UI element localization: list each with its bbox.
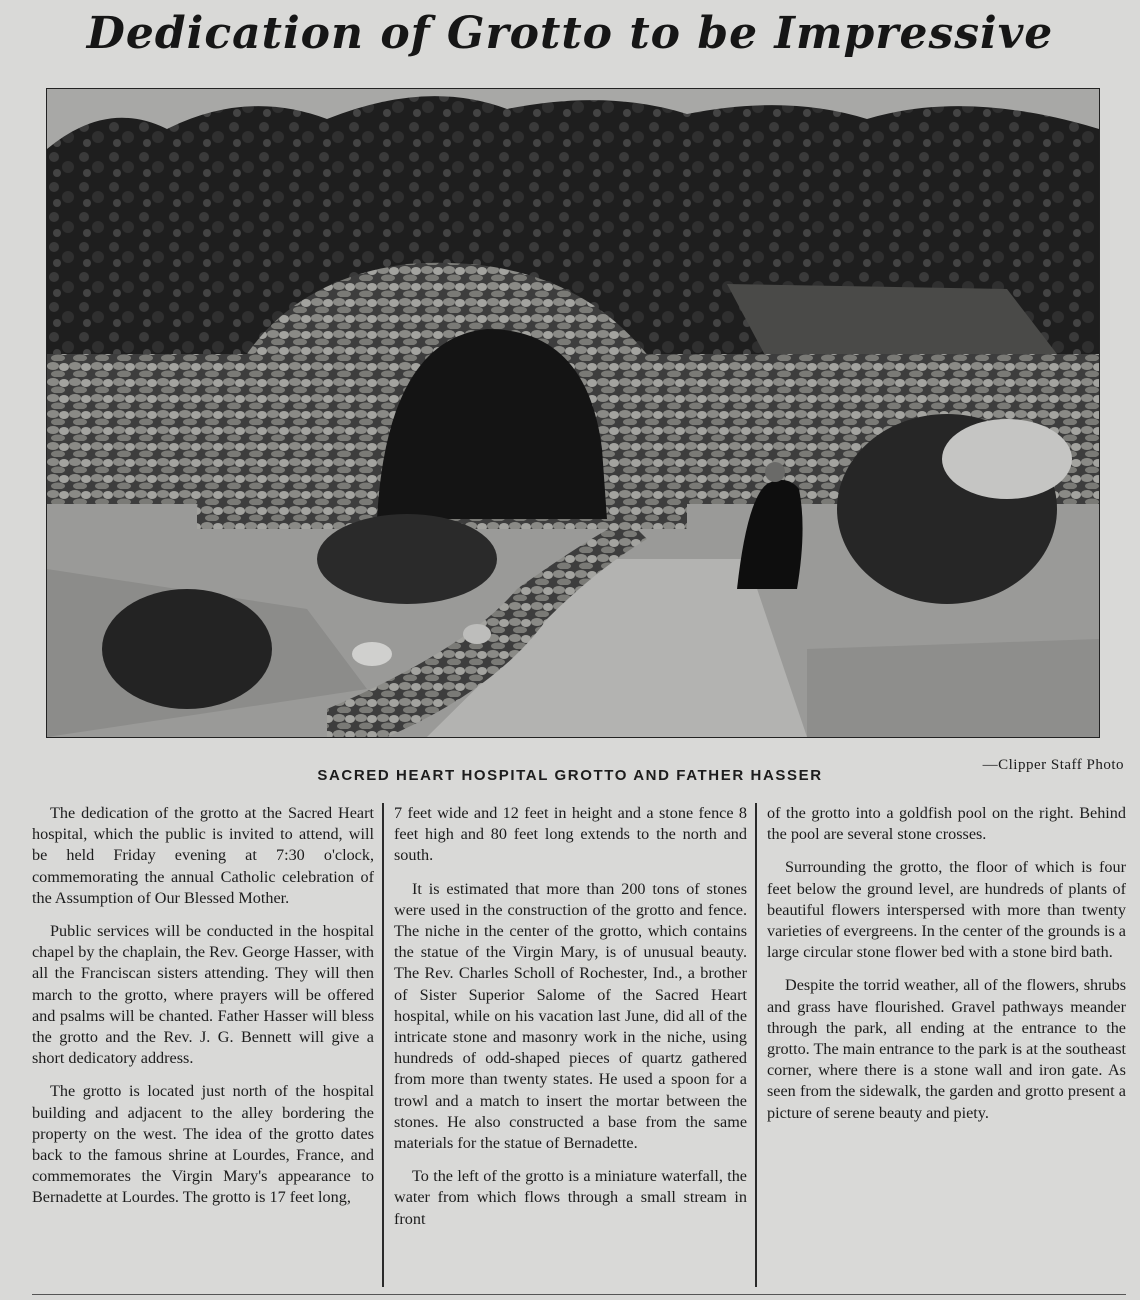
divider <box>32 1294 1126 1295</box>
paragraph: The grotto is located just north of the hospital building and adjacent to the alley bordering the property on the west. The idea of the grotto dates back to the famous shrine at Lourdes, France, and commemorates the Virgin Mary's appearance to Bernadette at Lourdes. The grotto is 17 feet long, <box>32 1082 374 1207</box>
article-column-1 <box>32 803 382 1287</box>
paragraph: To the left of the grotto is a miniature waterfall, the water from which flows through a small stream in front <box>394 1167 747 1228</box>
paragraph: of the grotto into a goldfish pool on the right. Behind the pool are several stone crosses. <box>767 804 1126 844</box>
paragraph: The dedication of the grotto at the Sacred Heart hospital, which the public is invited to attend, will be held Friday evening at 7:30 o'clock, commemorating the annual Catholic celebration of the Assumption of Our Blessed Mother. <box>32 804 374 907</box>
article-body <box>32 803 1126 1287</box>
photo-caption: SACRED HEART HOSPITAL GROTTO AND FATHER HASSER <box>317 767 823 784</box>
article-column-2 <box>382 803 755 1287</box>
grotto-photo <box>46 88 1100 738</box>
paragraph: Despite the torrid weather, all of the flowers, shrubs and grass have flourished. Gravel pathways meander through the park, all ending at the entrance to the grotto. The main entrance to the park is at the southeast corner, where there is a stone wall and iron gate. As seen from the sidewalk, the garden and grotto present a picture of serene beauty and piety. <box>767 976 1126 1122</box>
paragraph: 7 feet wide and 12 feet in height and a stone fence 8 feet high and 80 feet long extends to the north and south. <box>394 804 747 865</box>
headline: Dedication of Grotto to be Impressive <box>86 8 1054 59</box>
paragraph: Surrounding the grotto, the floor of which is four feet below the ground level, are hundreds of plants of beautiful flowers interspersed with more than twenty varieties of evergreens. In the center of the grounds is a large circular stone flower bed with a stone bird bath. <box>767 858 1126 962</box>
article-column-3 <box>755 803 1126 1287</box>
photo-credit: —Clipper Staff Photo <box>982 757 1124 773</box>
paragraph: It is estimated that more than 200 tons of stones were used in the construction of the grotto and fence. The niche in the center of the grotto, which contains the statue of the Virgin Mary, is of unusual beauty. The Rev. Charles Scholl of Rochester, Ind., a brother of Sister Superior Salome of the Sacred Heart hospital, while on his vacation last June, did all of the intricate stone and masonry work in the niche, using hundreds of odd-shaped pieces of quartz gathered from more than twenty states. He used a spoon for a trowl and a match to insert the mortar between the stones. He also constructed a base from the same materials for the statue of Bernadette. <box>394 879 747 1153</box>
paragraph: Public services will be conducted in the hospital chapel by the chaplain, the Rev. George Hasser, with all the Franciscan sisters attending. They will then march to the grotto, where prayers will be offered and psalms will be chanted. Father Hasser will bless the grotto and the Rev. J. G. Bennett will give a short dedicatory address. <box>32 922 374 1068</box>
